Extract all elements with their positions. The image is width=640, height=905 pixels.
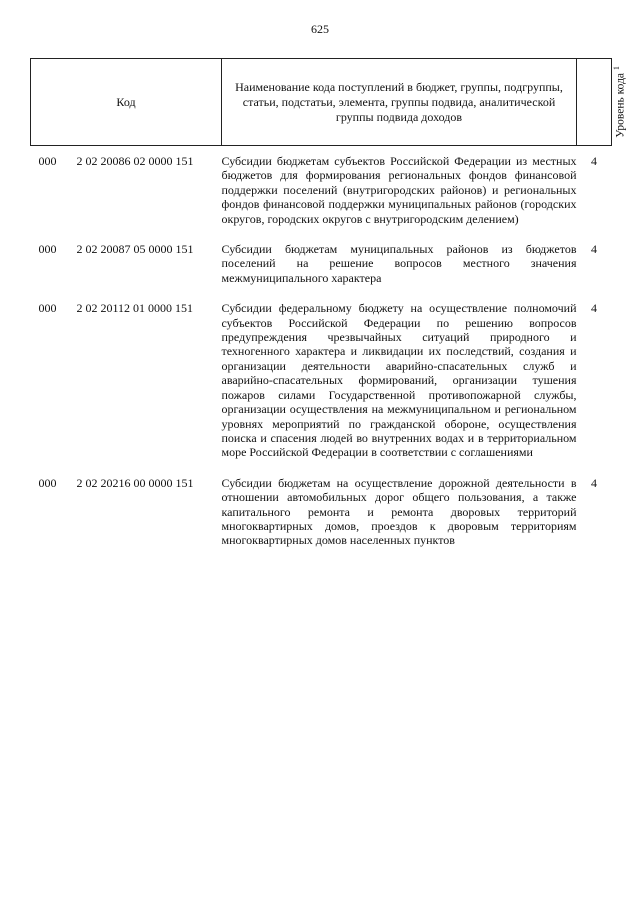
revenue-code-table [30,58,627,548]
header-level-rotated [609,66,629,138]
header-name: Наименование кода поступлений в бюджет, группы, подгруппы, статьи, подстатьи, элемента, группы подвида, аналитической группы подвида доходов [222,59,577,146]
row-code-cell [31,460,222,548]
row-level: 4 [591,475,597,490]
row-name: Субсидии федеральному бюджету на осуществление полномочий субъектов Российской Федерации по решению вопросов предупреждения чрезвычайных ситуаций природного и техногенного характера и ликвидации их последствий, создания и организации деятельности аварийно-спасательных служб и аварийно-спасательных формирований, организации тушения пожаров силами Государственной противопожарной службы, организации осуществления на межмуниципальном и региональном уровнях мероприятий по гражданской обороне, осуществления поиска и спасения людей во внутренних водах и в территориальном море Российской Федерации в соответствии с соглашениями [221,301,577,460]
header-level-footnote: 1 [611,66,621,71]
header-level [577,59,627,146]
table-row [31,285,612,459]
row-code-cell [31,146,222,227]
table-body [31,146,612,548]
row-name: Субсидии бюджетам на осуществление дорожной деятельности в отношении автомобильных дорог общего пользования, а также капитального ремонта и ремонта дворовых территорий многоквартирных домов, проездов к дворовым территориям многоквартирных домов населенных пунктов [221,475,577,548]
page-number: 625 [311,22,329,36]
row-admin-code: 000 [38,301,57,316]
table-header [31,59,627,146]
row-level: 4 [591,154,597,168]
row-admin-code: 000 [38,475,57,490]
row-revenue-code: 2 02 20086 02 0000 151 [76,154,194,168]
row-revenue-code: 2 02 20087 05 0000 151 [76,242,194,257]
row-code-cell [31,285,222,459]
header-level-label: Уровень кода [614,73,627,138]
table-row [31,226,612,285]
header-code: Код [31,59,222,146]
table-row [31,460,612,548]
row-name: Субсидии бюджетам субъектов Российской Федерации из местных бюджетов для формирования региональных фондов финансовой поддержки поселений (внутригородских районов) и региональных фондов финансовой поддержки муниципальных районов (городских округов, городских округов с внутригородским делением) [221,154,577,226]
table-row [31,146,612,227]
row-level: 4 [591,242,597,257]
row-admin-code: 000 [38,154,57,168]
row-level: 4 [591,301,597,316]
row-admin-code: 000 [38,242,57,257]
row-revenue-code: 2 02 20216 00 0000 151 [76,475,194,490]
row-revenue-code: 2 02 20112 01 0000 151 [76,301,194,316]
row-code-cell [31,226,222,285]
row-name: Субсидии бюджетам муниципальных районов из бюджетов поселений на решение вопросов местного значения межмуниципального характера [221,242,577,285]
